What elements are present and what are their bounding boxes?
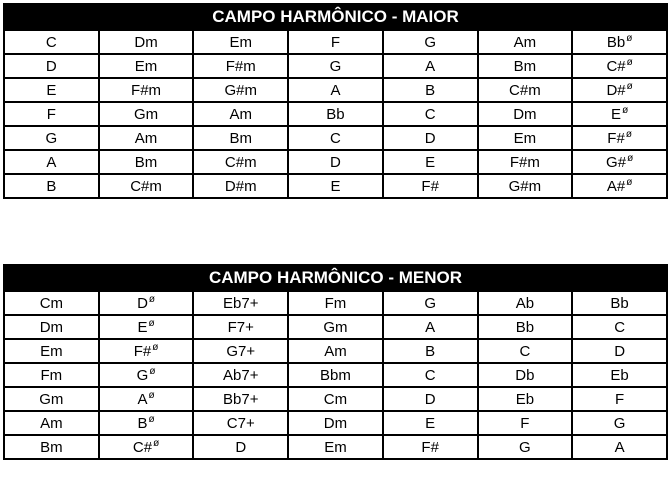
- table-row: [4, 78, 667, 102]
- chord-cell: F#m: [99, 78, 194, 102]
- chord-cell: Am: [478, 30, 573, 54]
- chord-cell: $G^ø$: [99, 363, 194, 387]
- chord-cell: $B^ø$: [99, 411, 194, 435]
- chord-cell: Ab: [478, 291, 573, 315]
- chord-cell: C: [383, 102, 478, 126]
- half-diminished-symbol: ø: [626, 56, 633, 68]
- chord-cell: Ab7+: [193, 363, 288, 387]
- chord-cell: D: [288, 150, 383, 174]
- chord-cell: F: [4, 102, 99, 126]
- chord-cell: A: [383, 54, 478, 78]
- chord-cell: Am: [4, 411, 99, 435]
- chord-cell: G#$^ø$: [572, 150, 667, 174]
- table-row: [4, 315, 667, 339]
- chord-cell: Am: [99, 126, 194, 150]
- chord-cell: Em: [99, 54, 194, 78]
- half-diminished-symbol: ø: [148, 389, 155, 401]
- chord-cell: Bb: [572, 291, 667, 315]
- chord-cell: Bb7+: [193, 387, 288, 411]
- table-row: [4, 387, 667, 411]
- chord-cell: Eb: [572, 363, 667, 387]
- table-row: [4, 54, 667, 78]
- chord-cell: G: [478, 435, 573, 459]
- chord-cell: G: [572, 411, 667, 435]
- half-diminished-symbol: ø: [148, 413, 155, 425]
- chord-cell: E: [288, 174, 383, 198]
- chord-cell: $Bb^ø$: [572, 30, 667, 54]
- chord-cell: F#$^ø$: [572, 126, 667, 150]
- chord-cell: G: [4, 126, 99, 150]
- chord-cell: Bm: [478, 54, 573, 78]
- chord-cell: Am: [288, 339, 383, 363]
- half-diminished-symbol: ø: [622, 104, 629, 116]
- chord-cell: Am: [193, 102, 288, 126]
- chord-cell: B: [383, 339, 478, 363]
- chord-cell: Bb: [288, 102, 383, 126]
- half-diminished-symbol: ø: [626, 176, 633, 188]
- chord-cell: F#$^ø$: [99, 339, 194, 363]
- table-row: [4, 435, 667, 459]
- chord-cell: D: [193, 435, 288, 459]
- half-diminished-symbol: ø: [148, 293, 156, 305]
- chord-cell: A: [383, 315, 478, 339]
- chord-cell: F#: [383, 435, 478, 459]
- major-table-body: [4, 30, 667, 198]
- chord-cell: Bm: [99, 150, 194, 174]
- half-diminished-symbol: ø: [149, 365, 156, 377]
- chord-cell: A: [4, 150, 99, 174]
- half-diminished-symbol: ø: [625, 128, 632, 140]
- chord-cell: G: [383, 30, 478, 54]
- chord-cell: G#m: [478, 174, 573, 198]
- chord-cell: $E^ø$: [99, 315, 194, 339]
- chord-cell: A: [288, 78, 383, 102]
- chord-cell: Eb7+: [193, 291, 288, 315]
- chord-cell: E: [4, 78, 99, 102]
- chord-cell: Cm: [4, 291, 99, 315]
- chord-cell: Em: [4, 339, 99, 363]
- chord-cell: G: [383, 291, 478, 315]
- table-row: [4, 363, 667, 387]
- half-diminished-symbol: ø: [153, 437, 160, 449]
- chord-cell: Bm: [4, 435, 99, 459]
- chord-cell: D: [383, 126, 478, 150]
- chord-cell: F#m: [478, 150, 573, 174]
- half-diminished-symbol: ø: [148, 317, 155, 329]
- chord-cell: G#m: [193, 78, 288, 102]
- table-row: [4, 174, 667, 198]
- chord-cell: C#m: [193, 150, 288, 174]
- chord-cell: Em: [193, 30, 288, 54]
- chord-cell: F: [572, 387, 667, 411]
- chord-cell: Dm: [4, 315, 99, 339]
- minor-table-body: [4, 291, 667, 459]
- chord-cell: G: [288, 54, 383, 78]
- chord-cell: E: [383, 150, 478, 174]
- table-row: [4, 30, 667, 54]
- minor-harmonic-field-table: [3, 264, 668, 460]
- half-diminished-symbol: ø: [152, 341, 159, 353]
- chord-cell: D#m: [193, 174, 288, 198]
- chord-cell: Eb: [478, 387, 573, 411]
- chord-cell: $D^ø$: [99, 291, 194, 315]
- table-row: [4, 126, 667, 150]
- chord-cell: Dm: [288, 411, 383, 435]
- chord-cell: Gm: [288, 315, 383, 339]
- table-row: [4, 150, 667, 174]
- chord-cell: Bm: [193, 126, 288, 150]
- chord-cell: C: [288, 126, 383, 150]
- chord-cell: F#m: [193, 54, 288, 78]
- chord-cell: Dm: [99, 30, 194, 54]
- chord-cell: D#$^ø$: [572, 78, 667, 102]
- chord-cell: D: [572, 339, 667, 363]
- chord-cell: C#$^ø$: [572, 54, 667, 78]
- chord-cell: $E^ø$: [572, 102, 667, 126]
- chord-cell: C#m: [478, 78, 573, 102]
- chord-cell: Cm: [288, 387, 383, 411]
- chord-cell: Bbm: [288, 363, 383, 387]
- chord-cell: E: [383, 411, 478, 435]
- chord-cell: D: [4, 54, 99, 78]
- chord-cell: C#$^ø$: [99, 435, 194, 459]
- half-diminished-symbol: ø: [626, 32, 633, 44]
- chord-cell: F: [288, 30, 383, 54]
- chord-cell: C: [383, 363, 478, 387]
- chord-cell: F7+: [193, 315, 288, 339]
- chord-cell: B: [383, 78, 478, 102]
- chord-cell: C7+: [193, 411, 288, 435]
- chord-cell: A#$^ø$: [572, 174, 667, 198]
- chord-cell: $A^ø$: [99, 387, 194, 411]
- chord-cell: C: [572, 315, 667, 339]
- chord-cell: C: [4, 30, 99, 54]
- chord-cell: Db: [478, 363, 573, 387]
- chord-cell: A: [572, 435, 667, 459]
- major-table-title: CAMPO HARMÔNICO - MAIOR: [4, 4, 667, 30]
- chord-cell: Bb: [478, 315, 573, 339]
- chord-cell: F: [478, 411, 573, 435]
- chord-cell: Fm: [288, 291, 383, 315]
- chord-cell: Fm: [4, 363, 99, 387]
- minor-table-title: CAMPO HARMÔNICO - MENOR: [4, 265, 667, 291]
- chord-cell: D: [383, 387, 478, 411]
- table-row: [4, 411, 667, 435]
- chord-cell: F#: [383, 174, 478, 198]
- half-diminished-symbol: ø: [627, 152, 634, 164]
- minor-header-row: [4, 265, 667, 291]
- chord-cell: C#m: [99, 174, 194, 198]
- chord-cell: G7+: [193, 339, 288, 363]
- table-row: [4, 291, 667, 315]
- table-row: [4, 339, 667, 363]
- chord-cell: Em: [478, 126, 573, 150]
- major-harmonic-field-table: [3, 3, 668, 199]
- chord-cell: Gm: [4, 387, 99, 411]
- chord-cell: Em: [288, 435, 383, 459]
- table-row: [4, 102, 667, 126]
- chord-cell: Gm: [99, 102, 194, 126]
- chord-cell: C: [478, 339, 573, 363]
- chord-cell: Dm: [478, 102, 573, 126]
- chord-cell: B: [4, 174, 99, 198]
- major-header-row: [4, 4, 667, 30]
- half-diminished-symbol: ø: [626, 80, 633, 92]
